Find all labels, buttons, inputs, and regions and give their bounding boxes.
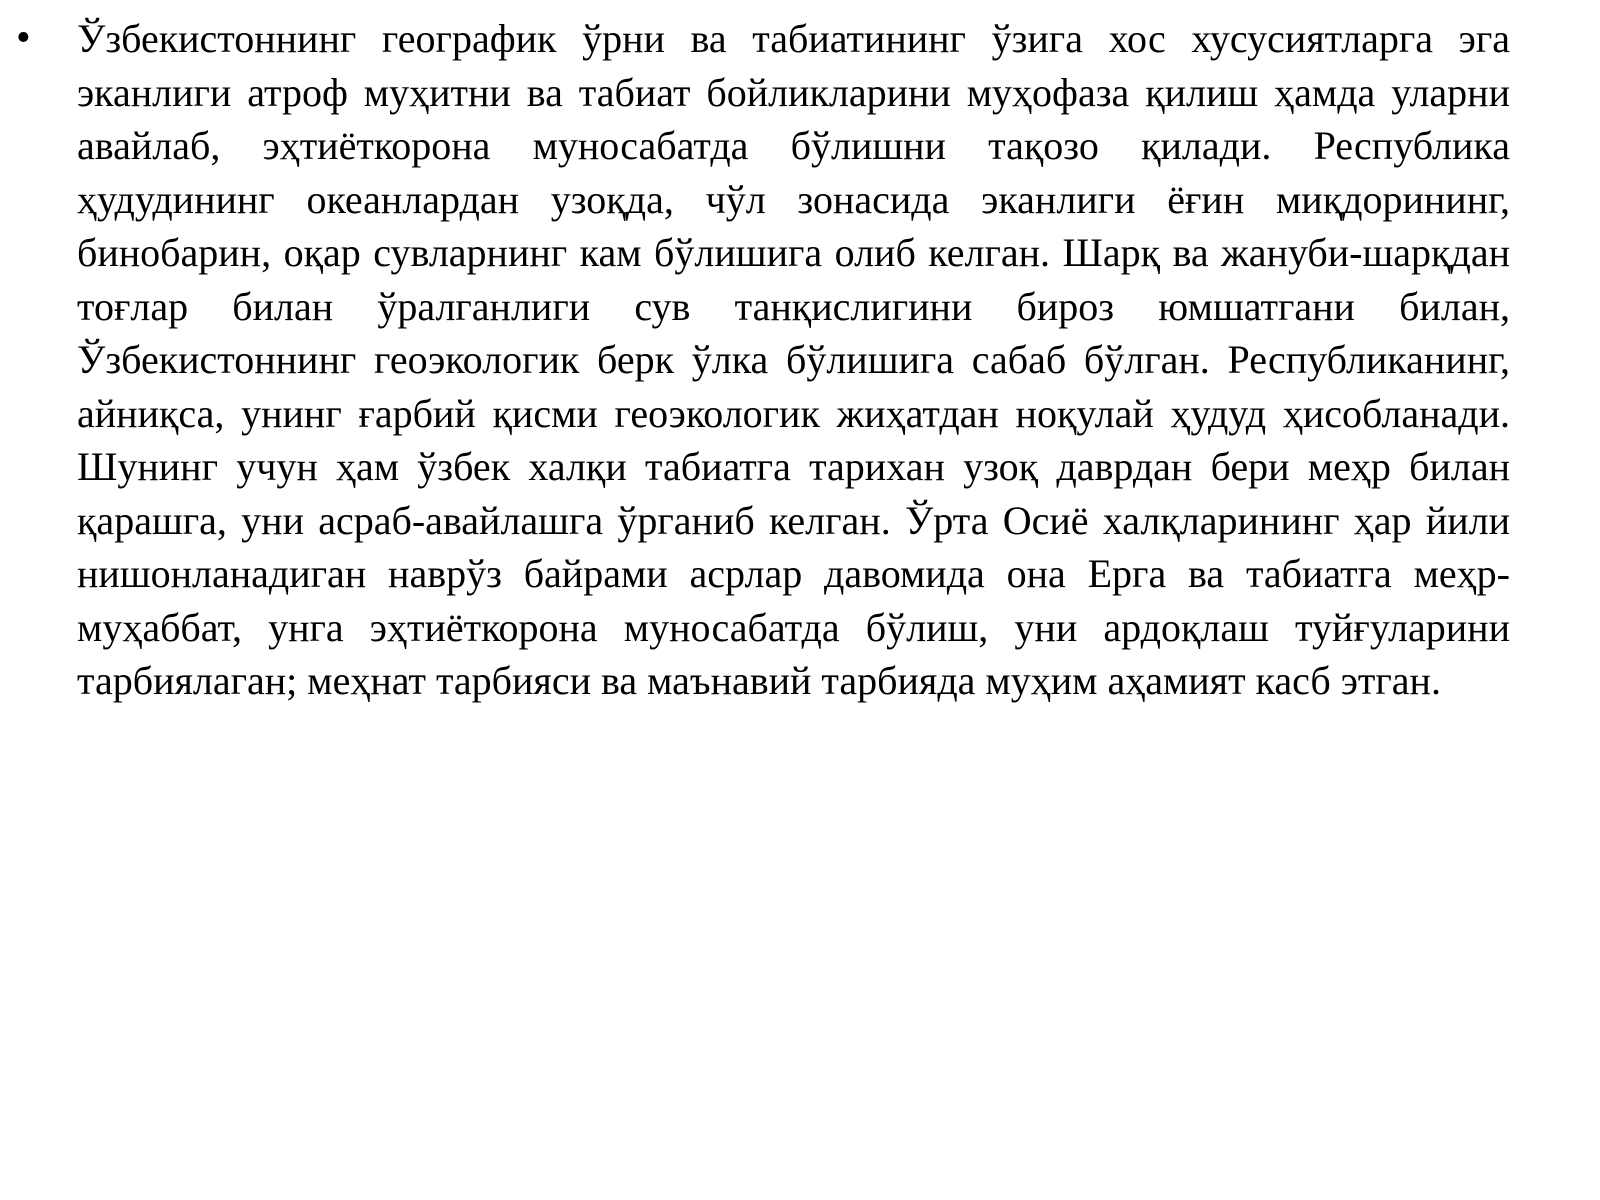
body-paragraph: Ўзбекистоннинг географик ўрни ва табиатининг ўзига хос хусусиятларга эга эканлиги атроф муҳитни ва табиат бойликларини муҳофаза қилиш ҳамда уларни авайлаб, эҳтиёткорона муносабатда бўлишни тақозо қилади. Республика ҳудудининг океанлардан узоқда, чўл зонасида эканлиги ёғин миқдорининг, бинобарин, оқар сувларнинг кам бўлишига олиб келган. Шарқ ва жануби-шарқдан тоғлар билан ўралганлиги сув танқислигини бироз юмшатгани билан, Ўзбекистоннинг геоэкологик берк ўлка бўлишига сабаб бўлган. Республиканинг, айниқса, унинг ғарбий қисми геоэкологик жиҳатдан ноқулай ҳудуд ҳисобланади. Шунинг учун ҳам ўзбек халқи табиатга тарихан узоқ даврдан бери меҳр билан қарашга, уни асраб-авайлашга ўрганиб келган. Ўрта Осиё халқларининг ҳар йили нишонланадиган наврўз байрами асрлар давомида она Ерга ва табиатга меҳр-муҳаббат, унга эҳтиёткорона муносабатда бўлиш, уни ардоқлаш туйғуларини тарбиялаган; меҳнат тарбияси ва маънавий тарбияда муҳим аҳамият касб этган. <box>77 16 1510 703</box>
bullet-dot-icon: • <box>16 15 31 61</box>
